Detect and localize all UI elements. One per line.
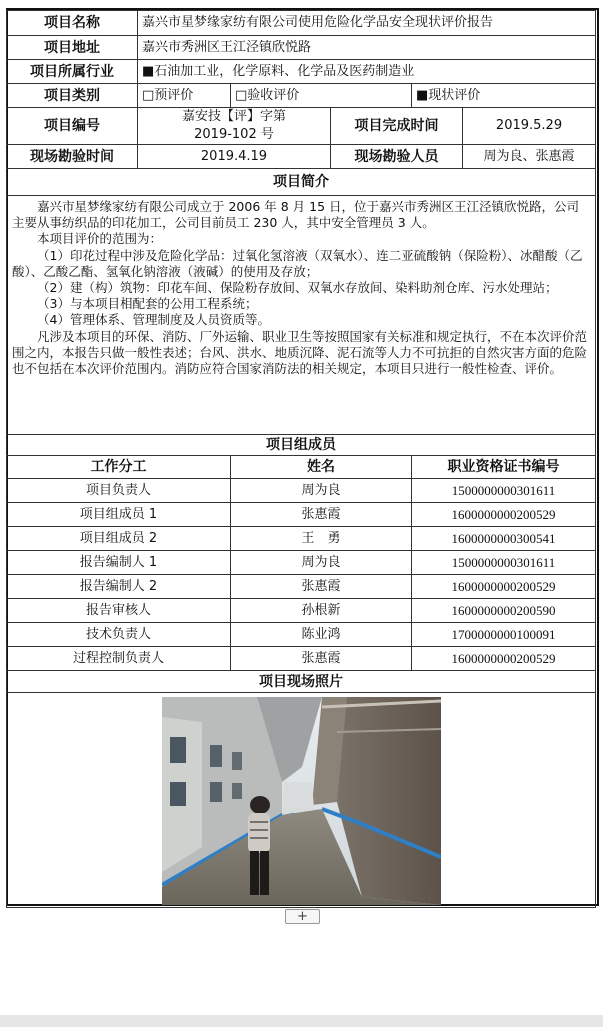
project-name-value: 嘉兴市星梦缘家纺有限公司使用危险化学品安全现状评价报告 — [138, 11, 596, 36]
member-name: 王 勇 — [231, 527, 412, 551]
intro-paragraph: 本项目评价的范围为： — [37, 231, 163, 247]
member-name: 孙根新 — [231, 599, 412, 623]
intro-paragraph: 凡涉及本项目的环保、消防、厂外运输、职业卫生等按照国家有关标准和规定执行，不在本次评价范围之内，本报告只做一般性表述；台风、洪水、地质沉降、泥石流等人力不可抗拒的自然灾害方面的危险也不包括在本次评价范围内。消防应符合国家消防法的相关规定，本项目只进行一般性检查、评价。 — [12, 328, 588, 377]
survey-time-value: 2019.4.19 — [138, 145, 331, 169]
table-row — [7, 647, 596, 671]
intro-paragraph: 嘉兴市星梦缘家纺有限公司成立于 2006 年 8 月 15 日，位于嘉兴市秀洲区王江泾镇欣悦路，公司主要从事纺织品的印花加工，公司目前员工 230 人，其中安全管理员 3 人。 — [12, 199, 580, 231]
member-role: 报告编制人 1 — [7, 551, 231, 575]
member-cert: 1600000000200529 — [412, 503, 596, 527]
member-role: 项目负责人 — [7, 479, 231, 503]
project-code-line2: 2019-102 号 — [194, 127, 274, 142]
project-code-line1: 嘉安技【评】字第 — [181, 109, 286, 124]
type-option-current-status: ■现状评价 — [412, 84, 596, 108]
col-header-cert: 职业资格证书编号 — [412, 456, 596, 479]
bottom-scrollbar[interactable] — [0, 1015, 603, 1027]
intro-title: 项目简介 — [7, 169, 596, 196]
surveyor-value: 周为良、张惠霞 — [463, 145, 596, 169]
site-photo — [162, 697, 441, 905]
surveyor-label: 现场勘验人员 — [331, 145, 463, 169]
member-name: 周为良 — [231, 479, 412, 503]
member-cert: 1500000000301611 — [412, 479, 596, 503]
project-address-label: 项目地址 — [7, 36, 138, 60]
intro-paragraph: （1）印花过程中涉及危险化学品：过氧化氢溶液（双氧水）、连二亚硫酸钠（保险粉）、冰醋酸（乙酸）、乙酸乙酯、氢氧化钠溶液（液碱）的使用及存放； — [12, 247, 583, 279]
member-role: 项目组成员 2 — [7, 527, 231, 551]
member-cert: 1600000000200529 — [412, 647, 596, 671]
table-row — [7, 623, 596, 647]
project-name-label: 项目名称 — [7, 11, 138, 36]
project-industry-label: 项目所属行业 — [7, 60, 138, 84]
project-code-value — [138, 108, 331, 145]
col-header-name: 姓名 — [231, 456, 412, 479]
member-role: 项目组成员 1 — [7, 503, 231, 527]
member-cert: 1600000000200529 — [412, 575, 596, 599]
member-cert: 1700000000100091 — [412, 623, 596, 647]
table-row — [7, 551, 596, 575]
intro-paragraph: （4）管理体系、管理制度及人员资质等。 — [37, 312, 270, 328]
type-option-pre-evaluation: □预评价 — [138, 84, 231, 108]
member-name: 陈业鸿 — [231, 623, 412, 647]
member-role: 过程控制负责人 — [7, 647, 231, 671]
col-header-role: 工作分工 — [7, 456, 231, 479]
project-industry-value: ■石油加工业，化学原料、化学品及医药制造业 — [138, 60, 596, 84]
project-code-label: 项目编号 — [7, 108, 138, 145]
member-name: 张惠霞 — [231, 503, 412, 527]
member-name: 张惠霞 — [231, 575, 412, 599]
project-type-label: 项目类别 — [7, 84, 138, 108]
member-name: 周为良 — [231, 551, 412, 575]
completion-time-label: 项目完成时间 — [331, 108, 463, 145]
table-row — [7, 479, 596, 503]
survey-time-label: 现场勘验时间 — [7, 145, 138, 169]
member-cert: 1500000000301611 — [412, 551, 596, 575]
project-info-table — [6, 10, 596, 908]
members-title: 项目组成员 — [7, 435, 596, 456]
type-option-acceptance: □验收评价 — [231, 84, 412, 108]
intro-paragraph: （3）与本项目相配套的公用工程系统； — [37, 296, 258, 312]
table-row — [7, 575, 596, 599]
intro-paragraph: （2）建（构）筑物：印花车间、保险粉存放间、双氧水存放间、染料助剂仓库、污水处理站； — [37, 280, 558, 296]
member-role: 技术负责人 — [7, 623, 231, 647]
completion-time-value: 2019.5.29 — [463, 108, 596, 145]
photo-title: 项目现场照片 — [7, 671, 596, 693]
expand-button[interactable]: + — [285, 909, 320, 924]
photo-cell — [7, 693, 596, 908]
table-row — [7, 599, 596, 623]
member-name: 张惠霞 — [231, 647, 412, 671]
member-role: 报告编制人 2 — [7, 575, 231, 599]
member-role: 报告审核人 — [7, 599, 231, 623]
intro-body — [7, 196, 596, 435]
member-cert: 1600000000300541 — [412, 527, 596, 551]
project-address-value: 嘉兴市秀洲区王江泾镇欣悦路 — [138, 36, 596, 60]
member-cert: 1600000000200590 — [412, 599, 596, 623]
table-row — [7, 503, 596, 527]
table-row — [7, 527, 596, 551]
